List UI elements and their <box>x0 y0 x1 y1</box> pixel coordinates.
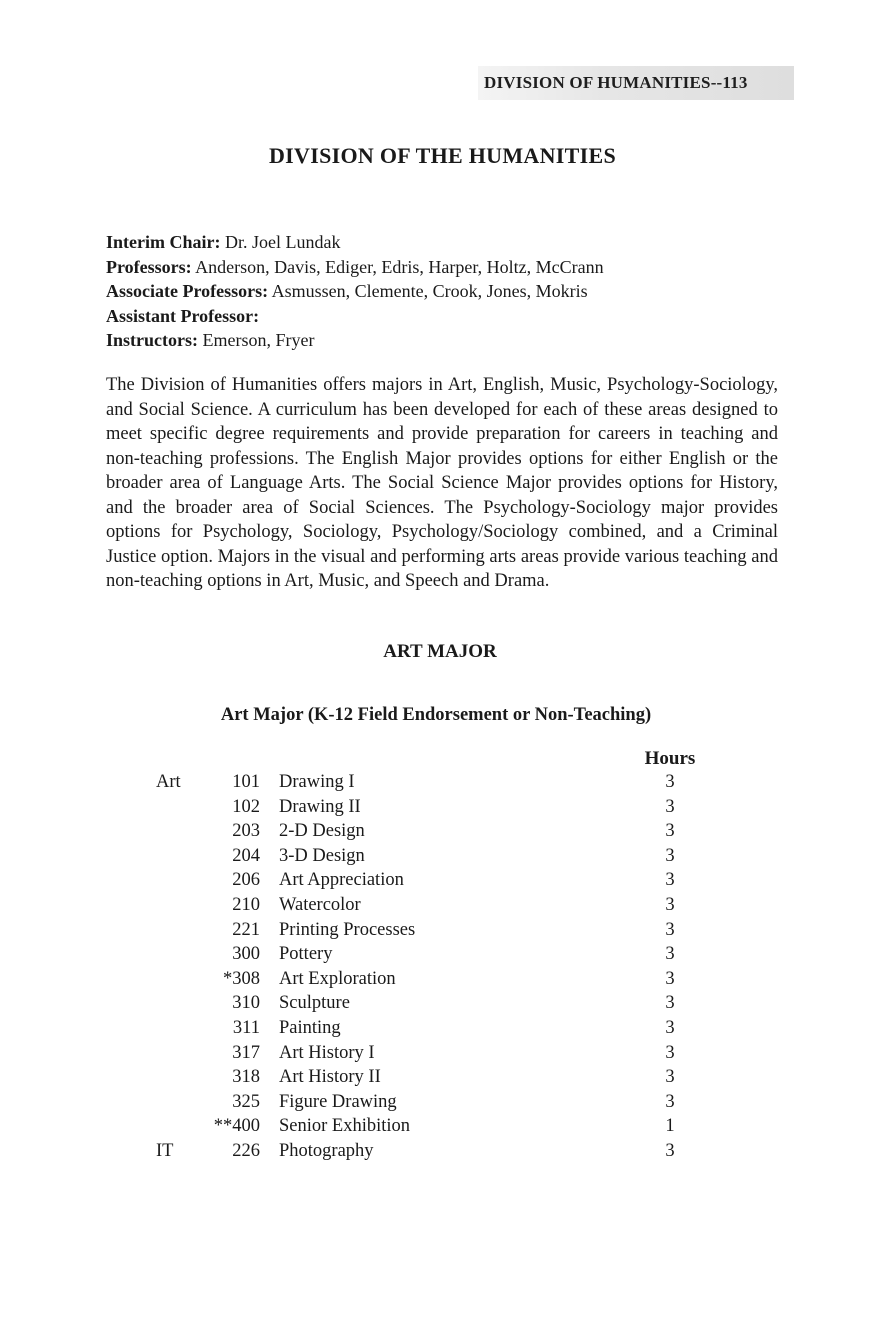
faculty-label: Associate Professors: <box>106 281 269 301</box>
course-number: *308 <box>223 968 260 989</box>
course-title: Senior Exhibition <box>279 1116 411 1137</box>
course-title: Drawing I <box>279 772 355 792</box>
course-title: Watercolor <box>279 894 361 915</box>
faculty-names: Asmussen, Clemente, Crook, Jones, Mokris <box>271 281 588 301</box>
intro-paragraph: The Division of Humanities offers majors in Art, English, Music, Psychology-Sociology, and Social Science. A curriculum has been developed for each of these areas designed to meet specific degree requirements and provide preparation for careers in teaching and non-teaching professions. The English Major provides options for either English or the broader area of Language Arts. The Social Science Major provides options for History, and the broader area of Social Sciences. The Psychology-Sociology major provides options for Psychology, Sociology, Psychology/Sociology combined, and a Criminal Justice option. Majors in the visual and performing arts areas provide various teaching and non-teaching options in Art, Music, and Speech and Drama. <box>106 375 778 591</box>
faculty-label: Interim Chair: <box>106 232 221 252</box>
course-row <box>0 967 895 992</box>
course-row <box>0 819 895 844</box>
sub-heading-art-major-endorsement: Art Major (K-12 Field Endorsement or Non-Teaching) <box>220 705 652 725</box>
course-hours: 3 <box>665 919 675 940</box>
faculty-interim-chair <box>106 230 806 255</box>
course-title: Art History II <box>279 1067 381 1088</box>
course-hours: 3 <box>665 870 675 891</box>
course-dept: IT <box>156 1140 174 1161</box>
course-title: Printing Processes <box>279 919 416 940</box>
section-heading-art-major: ART MAJOR <box>383 641 497 662</box>
faculty-label: Assistant Professor: <box>106 305 260 326</box>
course-row <box>0 942 895 967</box>
course-hours: 3 <box>665 1017 675 1038</box>
faculty-professors <box>106 255 806 280</box>
faculty-names: Anderson, Davis, Ediger, Edris, Harper, Holtz, McCrann <box>195 256 604 277</box>
course-row <box>0 991 895 1016</box>
course-row <box>0 1016 895 1041</box>
course-hours: 3 <box>665 1140 675 1161</box>
faculty-list <box>106 230 806 353</box>
course-number: 226 <box>232 1140 260 1161</box>
course-row <box>0 868 895 893</box>
course-title: Figure Drawing <box>279 1091 397 1112</box>
course-number: 210 <box>232 894 260 915</box>
course-hours: 3 <box>665 821 675 842</box>
course-hours: 3 <box>665 1091 675 1112</box>
course-number: 311 <box>232 1017 260 1038</box>
course-number: 300 <box>232 944 260 965</box>
course-number: 102 <box>232 796 260 817</box>
course-number: 206 <box>232 870 260 891</box>
course-row <box>0 1065 895 1090</box>
course-number: 203 <box>232 821 260 842</box>
course-hours: 1 <box>665 1116 675 1137</box>
course-title: 2-D Design <box>279 821 365 842</box>
course-number: 221 <box>232 919 260 940</box>
course-row <box>0 1114 895 1139</box>
course-number: 101 <box>232 772 260 792</box>
course-hours: 3 <box>665 968 675 989</box>
faculty-instructors <box>106 328 806 353</box>
course-number: 310 <box>232 993 260 1014</box>
faculty-label: Instructors: <box>106 330 198 350</box>
faculty-names: Dr. Joel Lundak <box>224 232 341 252</box>
course-title: Art History I <box>279 1042 375 1063</box>
course-title: Drawing II <box>279 796 361 817</box>
running-header: DIVISION OF HUMANITIES--113 <box>478 66 794 100</box>
course-hours: 3 <box>665 1042 675 1063</box>
course-title: Pottery <box>279 944 333 965</box>
faculty-assistant-professor <box>106 304 806 329</box>
course-hours: 3 <box>665 796 675 817</box>
course-row <box>0 844 895 869</box>
course-hours: 3 <box>665 944 675 965</box>
course-number: **400 <box>213 1116 260 1137</box>
course-hours: 3 <box>665 1067 675 1088</box>
course-table <box>0 770 895 1164</box>
hours-column-header: Hours <box>644 748 696 769</box>
course-row <box>0 770 895 795</box>
course-row <box>0 1090 895 1115</box>
course-title: Photography <box>279 1140 374 1161</box>
course-number: 204 <box>232 845 260 866</box>
course-hours: 3 <box>665 845 675 866</box>
course-row <box>0 1041 895 1066</box>
course-number: 317 <box>232 1042 260 1063</box>
course-number: 318 <box>232 1067 260 1088</box>
course-row <box>0 918 895 943</box>
faculty-label: Professors: <box>106 256 192 277</box>
course-hours: 3 <box>665 894 675 915</box>
faculty-names: Emerson, Fryer <box>202 330 315 350</box>
course-row <box>0 893 895 918</box>
course-hours: 3 <box>665 772 675 792</box>
course-title: Art Appreciation <box>279 870 404 891</box>
course-title: Sculpture <box>279 993 350 1014</box>
course-title: 3-D Design <box>279 845 365 866</box>
course-row <box>0 795 895 820</box>
course-title: Painting <box>279 1017 341 1038</box>
course-number: 325 <box>232 1091 260 1112</box>
page-title: DIVISION OF THE HUMANITIES <box>268 143 617 168</box>
course-dept: Art <box>156 772 181 792</box>
course-row <box>0 1139 895 1164</box>
faculty-associate-professors <box>106 279 806 304</box>
course-title: Art Exploration <box>279 968 396 989</box>
course-hours: 3 <box>665 993 675 1014</box>
